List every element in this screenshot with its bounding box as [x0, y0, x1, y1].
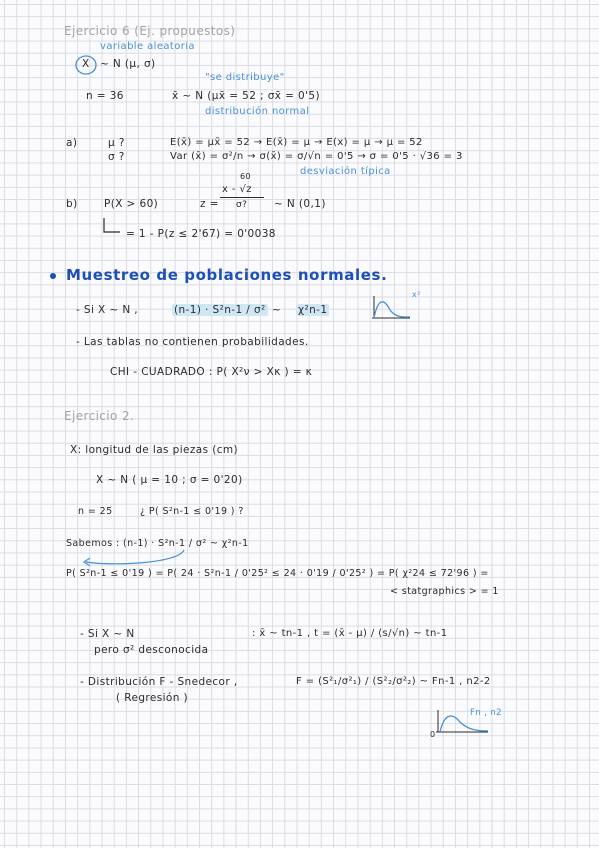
ej2-item-t1: - Si X ~ N: [80, 628, 135, 640]
muestreo-item1-pre: - Si X ~ N ,: [76, 304, 139, 316]
ej6-desv-note: desviación típica: [300, 166, 391, 177]
ej6-b-result: = 1 - P(z ≤ 2'67) = 0'0038: [126, 228, 276, 240]
ej6-a-label: a): [66, 137, 78, 149]
bullet-icon: [50, 273, 56, 279]
f-zero-label: 0: [430, 730, 436, 739]
ej2-statgraphics: < statgraphics > = 1: [390, 586, 499, 597]
ej6-a-line2: Var (x̄) = σ²/n → σ(x̄) = σ/√n = 0'5 → σ = 0'5 · √36 = 3: [170, 151, 463, 162]
ej6-se-dist: "se distribuye": [205, 72, 285, 83]
arrow-down-right-icon: [102, 218, 122, 236]
ej2-item-f1: - Distribución F - Snedecor ,: [80, 676, 238, 688]
chi-square-curve-icon: [370, 294, 412, 322]
ej2-p-line: P( S²n-1 ≤ 0'19 ) = P( 24 · S²n-1 / 0'25² ≤ 24 · 0'19 / 0'25² ) = P( χ²24 ≤ 72'96 ) =: [66, 568, 489, 579]
ej6-b-norm: ~ N (0,1): [274, 198, 326, 210]
ej6-x-symbol: X: [82, 58, 90, 70]
muestreo-item1-tilde: ~: [272, 304, 282, 316]
ej6-xbar-dist: x̄ ~ N (μx̄ = 52 ; σx̄ = 0'5): [172, 90, 321, 102]
ej6-a-mu: μ ?: [108, 137, 125, 149]
fraction-bar: [220, 197, 264, 198]
ej2-sabemos: Sabemos : (n-1) · S²n-1 / σ² ~ χ²n-1: [66, 538, 249, 549]
ej6-a-line1: E(x̄) = μx̄ = 52 → E(x̄) = μ → E(x) = μ → μ = 52: [170, 137, 423, 148]
ej2-f-expr: F = (S²₁/σ²₁) / (S²₂/σ²₂) ~ Fn-1 , n2-2: [296, 676, 491, 687]
ej2-t-expr: : x̄ ~ tn-1 , t = (x̄ - μ) / (s/√n) ~ tn-1: [252, 628, 448, 639]
ej2-question: ¿ P( S²n-1 ≤ 0'19 ) ?: [140, 506, 244, 517]
ej2-title: Ejercicio 2.: [64, 409, 135, 423]
ej6-n: n = 36: [86, 90, 124, 102]
ej2-item-f2: ( Regresión ): [116, 692, 189, 704]
chi-cuadrado-line: CHI - CUADRADO : P( X²ν > Xκ ) = κ: [110, 366, 313, 378]
ej6-var-note: variable aleatoria: [100, 41, 195, 52]
ej6-b-frac-num: x - √z: [222, 184, 252, 195]
curved-arrow-icon: [80, 548, 190, 568]
ej2-x-dist: X ~ N ( μ = 10 ; σ = 0'20): [96, 474, 243, 486]
ej6-b-z: z =: [200, 198, 219, 210]
ej2-item-t1b: pero σ² desconocida: [94, 644, 209, 656]
ej2-n: n = 25: [78, 506, 113, 517]
ej6-x-dist: ~ N (μ, σ): [100, 58, 156, 70]
ej6-dist-normal: distribución normal: [205, 106, 310, 117]
ej6-a-sigma: σ ?: [108, 151, 125, 163]
f-label: Fn , n2: [470, 708, 502, 718]
ej2-x-def: X: longitud de las piezas (cm): [70, 444, 239, 456]
chi-label: x²: [412, 290, 421, 299]
muestreo-item1-formula: (n-1) · S²n-1 / σ²: [174, 304, 266, 316]
ej6-b-label: b): [66, 198, 78, 210]
ej6-title: Ejercicio 6 (Ej. propuestos): [64, 24, 236, 38]
muestreo-item2: - Las tablas no contienen probabilidades.: [76, 336, 309, 348]
ej6-b-num-top: 60: [240, 172, 251, 181]
muestreo-item1-chi: χ²n-1: [298, 304, 328, 316]
ej6-b-frac-den: σ?: [236, 200, 248, 210]
muestreo-heading: Muestreo de poblaciones normales.: [66, 266, 388, 284]
ej6-b-expr: P(X > 60): [104, 198, 159, 210]
